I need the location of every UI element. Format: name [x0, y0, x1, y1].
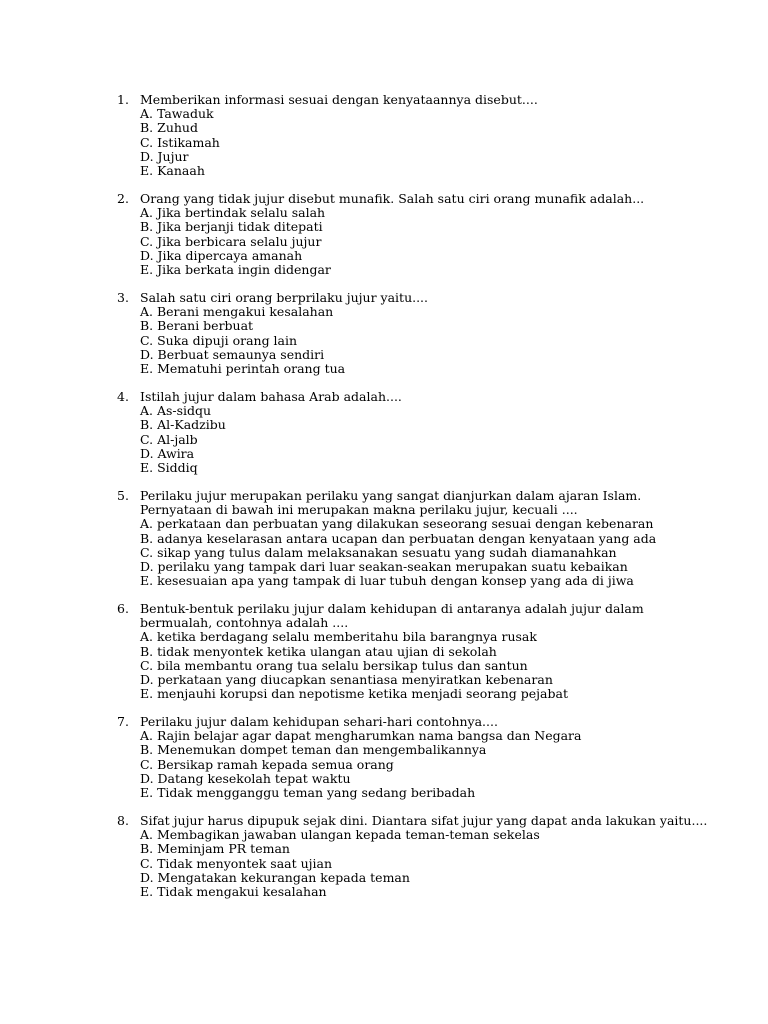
question-text	[140, 814, 707, 828]
answer-option-d: D. Berbuat semaunya sendiri	[140, 346, 325, 362]
question-text-line: Perilaku jujur merupakan perilaku yang sangat dianjurkan dalam ajaran Islam.	[140, 488, 642, 503]
answer-option-c: C. Suka dipuji orang lain	[140, 332, 298, 348]
answer-option-a: A. Jika bertindak selalu salah	[140, 205, 326, 221]
question-text-line: Pernyataan di bawah ini merupakan makna perilaku jujur, kecuali ....	[140, 502, 578, 518]
answer-option-c: C. Bersikap ramah kepada semua orang	[140, 756, 394, 772]
answer-option-b: B. Berani berbuat	[140, 318, 254, 334]
answer-option-a: A. Tawaduk	[140, 106, 214, 122]
answer-option-d: D. Awira	[140, 445, 195, 461]
answer-options	[140, 729, 581, 800]
question-text-line: Salah satu ciri orang berprilaku jujur yaitu....	[140, 290, 429, 305]
answer-option-c: C. Jika berbicara selalu jujur	[140, 233, 322, 249]
answer-option-c: C. bila membantu orang tua selalu bersikap tulus dan santun	[140, 657, 528, 673]
answer-option-b: B. Jika berjanji tidak ditepati	[140, 219, 323, 235]
answer-option-a: A. As-sidqu	[140, 403, 212, 419]
answer-option-e: E. Mematuhi perintah orang tua	[140, 361, 346, 376]
answer-option-c: C. sikap yang tulus dalam melaksanakan sesuatu yang sudah diamanahkan	[140, 544, 617, 560]
question-number: 1.	[117, 92, 129, 107]
question-number: 4.	[117, 389, 129, 404]
question-text-line: Bentuk-bentuk perilaku jujur dalam kehidupan di antaranya adalah jujur dalam	[140, 601, 644, 616]
answer-option-b: B. tidak menyontek ketika ulangan atau ujian di sekolah	[140, 643, 497, 659]
question-text-line: Orang yang tidak jujur disebut munafik. Salah satu ciri orang munafik adalah...	[140, 191, 645, 206]
answer-option-a: A. ketika berdagang selalu memberitahu bila barangnya rusak	[140, 629, 537, 645]
question-text	[140, 602, 644, 630]
question-text	[140, 291, 428, 305]
answer-option-e: E. Jika berkata ingin didengar	[140, 262, 331, 277]
question-text	[140, 715, 498, 729]
answer-option-e: E. Siddiq	[140, 460, 198, 475]
question-text-line: Sifat jujur harus dipupuk sejak dini. Diantara sifat jujur yang dapat anda lakukan yaitu....	[140, 813, 708, 828]
answer-option-e: E. Tidak mengakui kesalahan	[140, 884, 327, 899]
answer-option-c: C. Istikamah	[140, 134, 220, 150]
answer-option-a: A. Berani mengakui kesalahan	[140, 304, 334, 320]
question-text	[140, 390, 402, 404]
answer-option-b: B. Meminjam PR teman	[140, 841, 290, 857]
answer-option-d: D. perilaku yang tampak dari luar seakan-seakan merupakan suatu kebaikan	[140, 559, 628, 574]
question-number: 2.	[117, 191, 129, 206]
answer-option-d: D. Datang kesekolah tepat waktu	[140, 770, 351, 786]
answer-option-d: D. Jujur	[140, 148, 189, 164]
answer-option-d: D. Jika dipercaya amanah	[140, 247, 303, 263]
question-number: 3.	[117, 290, 129, 305]
answer-options	[140, 305, 345, 376]
answer-options	[140, 630, 568, 701]
answer-options	[140, 404, 226, 475]
answer-option-a: A. perkataan dan perbuatan yang dilakukan seseorang sesuai dengan kebenaran	[140, 516, 654, 532]
answer-options	[140, 517, 656, 588]
answer-option-a: A. Rajin belajar agar dapat mengharumkan nama bangsa dan Negara	[140, 728, 582, 744]
answer-option-a: A. Membagikan jawaban ulangan kepada teman-teman sekelas	[140, 827, 540, 843]
question-text	[140, 93, 538, 107]
answer-option-b: B. Al-Kadzibu	[140, 417, 226, 433]
answer-options	[140, 828, 540, 899]
answer-option-e: E. menjauhi korupsi dan nepotisme ketika menjadi seorang pejabat	[140, 686, 568, 702]
question-number: 6.	[117, 601, 129, 616]
question-text-line: Istilah jujur dalam bahasa Arab adalah....	[140, 389, 402, 404]
answer-option-c: C. Tidak menyontek saat ujian	[140, 855, 333, 871]
question-text-line: Perilaku jujur dalam kehidupan sehari-hari contohnya....	[140, 714, 498, 729]
question-number: 8.	[117, 813, 129, 828]
answer-option-b: B. Menemukan dompet teman dan mengembalikannya	[140, 742, 487, 758]
question-text	[140, 489, 641, 517]
answer-option-e: E. kesesuaian apa yang tampak di luar tubuh dengan konsep yang ada di jiwa	[140, 573, 634, 589]
answer-options	[140, 206, 331, 277]
answer-option-b: B. adanya keselarasan antara ucapan dan perbuatan dengan kenyataan yang ada	[140, 530, 657, 546]
answer-option-b: B. Zuhud	[140, 120, 198, 136]
answer-option-e: E. Kanaah	[140, 163, 205, 178]
answer-option-c: C. Al-jalb	[140, 431, 198, 447]
answer-options	[140, 107, 220, 178]
question-text-line: bermualah, contohnya adalah ....	[140, 615, 349, 631]
answer-option-d: D. Mengatakan kekurangan kepada teman	[140, 869, 410, 885]
answer-option-e: E. Tidak mengganggu teman yang sedang beribadah	[140, 785, 476, 800]
question-text-line: Memberikan informasi sesuai dengan kenyataannya disebut....	[140, 92, 538, 107]
answer-option-d: D. perkataan yang diucapkan senantiasa menyiratkan kebenaran	[140, 672, 553, 687]
question-number: 5.	[117, 488, 129, 503]
question-text	[140, 192, 644, 206]
question-number: 7.	[117, 714, 129, 729]
